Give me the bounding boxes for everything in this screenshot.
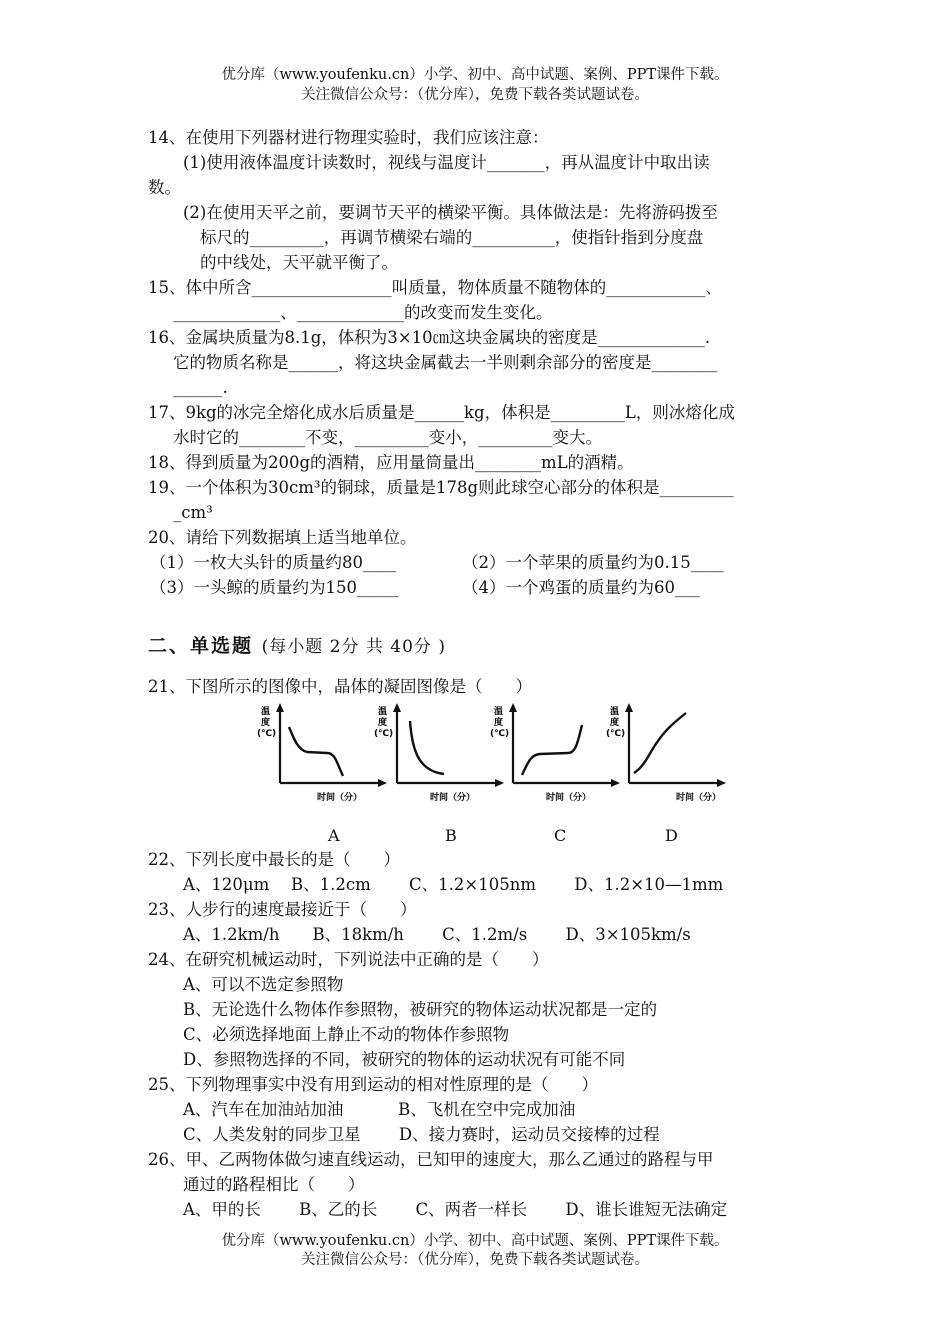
q16-cont1: 它的物质名称是______，将这块金属截去一半则剩余部分的密度是________ — [173, 353, 718, 372]
graph-d — [604, 703, 754, 805]
q14-part2-cont1: 标尺的_________，再调节横梁右端的__________，使指针指到分度盘 — [200, 228, 704, 247]
graph-d-xlabel: 时间（分） — [676, 793, 722, 803]
q20-item3: （3）一头鲸的质量约为150_____ — [150, 578, 399, 597]
q26-options: A、甲的长 B、乙的长 C、两者一样长 D、谁长谁短无法确定 — [183, 1200, 728, 1219]
q25-options-ab: A、汽车在加油站加油 B、飞机在空中完成加油 — [183, 1100, 576, 1119]
q24-stem: 24、在研究机械运动时，下列说法中正确的是（ ） — [148, 950, 549, 969]
q17-stem: 17、9kg的冰完全熔化成水后质量是______kg，体积是_________L，则冰熔化成 — [148, 403, 735, 422]
graph-d-ylabel-3: (℃) — [606, 729, 626, 739]
q21-option-a: A — [328, 826, 340, 845]
q19-stem: 19、一个体积为30cm³的铜球，质量是178g则此球空心部分的体积是_________ — [148, 478, 734, 497]
graph-a-y-arrow — [276, 703, 284, 712]
q26-stem-cont: 通过的路程相比（ ） — [183, 1175, 365, 1194]
q26-stem: 26、甲、乙两物体做匀速直线运动，已知甲的速度大，那么乙通过的路程与甲 — [148, 1150, 714, 1169]
section-title — [148, 634, 446, 659]
graph-d-ylabel-1: 温 — [610, 707, 620, 717]
q22-stem: 22、下列长度中最长的是（ ） — [148, 850, 400, 869]
graph-a-curve — [289, 727, 343, 776]
section-title-text: 二、单选题 — [148, 635, 254, 657]
q24-option-d: D、参照物选择的不同，被研究的物体的运动状况有可能不同 — [183, 1050, 626, 1069]
q14-part2-cont2: 的中线处，天平就平衡了。 — [200, 253, 398, 272]
q14-part2: (2)在使用天平之前，要调节天平的横梁平衡。具体做法是：先将游码拨至 — [183, 203, 718, 222]
q24-option-b: B、无论选什么物体作参照物，被研究的物体运动状况都是一定的 — [183, 1000, 658, 1019]
graph-c-ylabel-2: 度 — [494, 718, 504, 728]
graph-d-y-arrow — [625, 703, 633, 712]
graph-d-ylabel-2: 度 — [610, 718, 620, 728]
q20-stem: 20、请给下列数据填上适当地单位。 — [148, 528, 417, 547]
graph-c-ylabel-1: 温 — [494, 707, 504, 717]
q22-options: A、120μm B、1.2cm C、1.2×105nm D、1.2×10—1mm — [183, 875, 724, 894]
q20-item2: （2）一个苹果的质量约为0.15____ — [462, 553, 724, 572]
graph-b-curve — [410, 721, 444, 774]
q15-stem: 15、体中所含_________________叫质量，物体质量不随物体的____________、 — [148, 278, 722, 297]
q15-cont: _____________、_____________的改变而发生变化。 — [173, 303, 553, 322]
graph-a-ylabel-1: 温 — [261, 707, 271, 717]
q20-item4: （4）一个鸡蛋的质量约为60___ — [462, 578, 700, 597]
graph-b-y-arrow — [393, 703, 401, 712]
q21-option-c: C — [554, 826, 567, 845]
header-line-1: 优分库（www.youfenku.cn）小学、初中、高中试题、案例、PPT课件下载。 — [221, 67, 729, 83]
graph-b-ylabel-3: (℃) — [374, 729, 394, 739]
q14-stem: 14、在使用下列器材进行物理实验时，我们应该注意： — [148, 128, 549, 147]
graph-a-xlabel: 时间（分） — [317, 793, 363, 803]
section-subtitle: (每小题 2分 共 40分 ) — [261, 637, 446, 657]
q24-option-a: A、可以不选定参照物 — [183, 975, 344, 994]
q20-item1: （1）一枚大头针的质量约80____ — [150, 553, 396, 572]
q23-options: A、1.2km/h B、18km/h C、1.2m/s D、3×105km/s — [183, 925, 691, 944]
header-line-2: 关注微信公众号：（优分库），免费下载各类试题试卷。 — [301, 87, 649, 103]
q17-cont: 水时它的________不变，_________变小，_________变大。 — [173, 428, 602, 447]
footer-line-2: 关注微信公众号：（优分库），免费下载各类试题试卷。 — [301, 1252, 649, 1268]
graph-a-ylabel-3: (℃) — [257, 729, 277, 739]
q24-option-c: C、必须选择地面上静止不动的物体作参照物 — [183, 1025, 510, 1044]
q14-part1-cont: 数。 — [148, 178, 181, 197]
q23-stem: 23、人步行的速度最接近于（ ） — [148, 900, 417, 919]
q18-stem: 18、得到质量为200g的酒精，应用量筒量出________mL的酒精。 — [148, 453, 634, 472]
footer-line-1: 优分库（www.youfenku.cn）小学、初中、高中试题、案例、PPT课件下载。 — [221, 1233, 729, 1249]
graph-b-ylabel-1: 温 — [378, 707, 388, 717]
q16-cont2: ______. — [173, 378, 228, 397]
q21-stem: 21、下图所示的图像中，晶体的凝固图像是（ ） — [148, 677, 532, 696]
graph-c-curve — [522, 725, 582, 775]
q21-option-d: D — [665, 826, 678, 845]
graph-c-y-arrow — [509, 703, 517, 712]
q14-part1: (1)使用液体温度计读数时，视线与温度计_______，再从温度计中取出读 — [183, 153, 710, 172]
graph-b-ylabel-2: 度 — [378, 718, 388, 728]
q25-stem: 25、下列物理事实中没有用到运动的相对性原理的是（ ） — [148, 1075, 598, 1094]
graph-b-xlabel: 时间（分） — [430, 793, 476, 803]
graph-d-curve — [634, 713, 686, 773]
q21-option-b: B — [445, 826, 457, 845]
graph-c-xlabel: 时间（分） — [546, 793, 592, 803]
graph-c-ylabel-3: (℃) — [490, 729, 510, 739]
q19-cont: _cm³ — [173, 503, 213, 522]
graph-a-ylabel-2: 度 — [261, 718, 271, 728]
graph-d-x-arrow — [717, 779, 726, 787]
q16-stem: 16、金属块质量为8.1g，体积为3×10㎝这块金属块的密度是_____________. — [148, 328, 711, 347]
q25-options-cd: C、人类发射的同步卫星 D、接力赛时，运动员交接棒的过程 — [183, 1125, 660, 1144]
